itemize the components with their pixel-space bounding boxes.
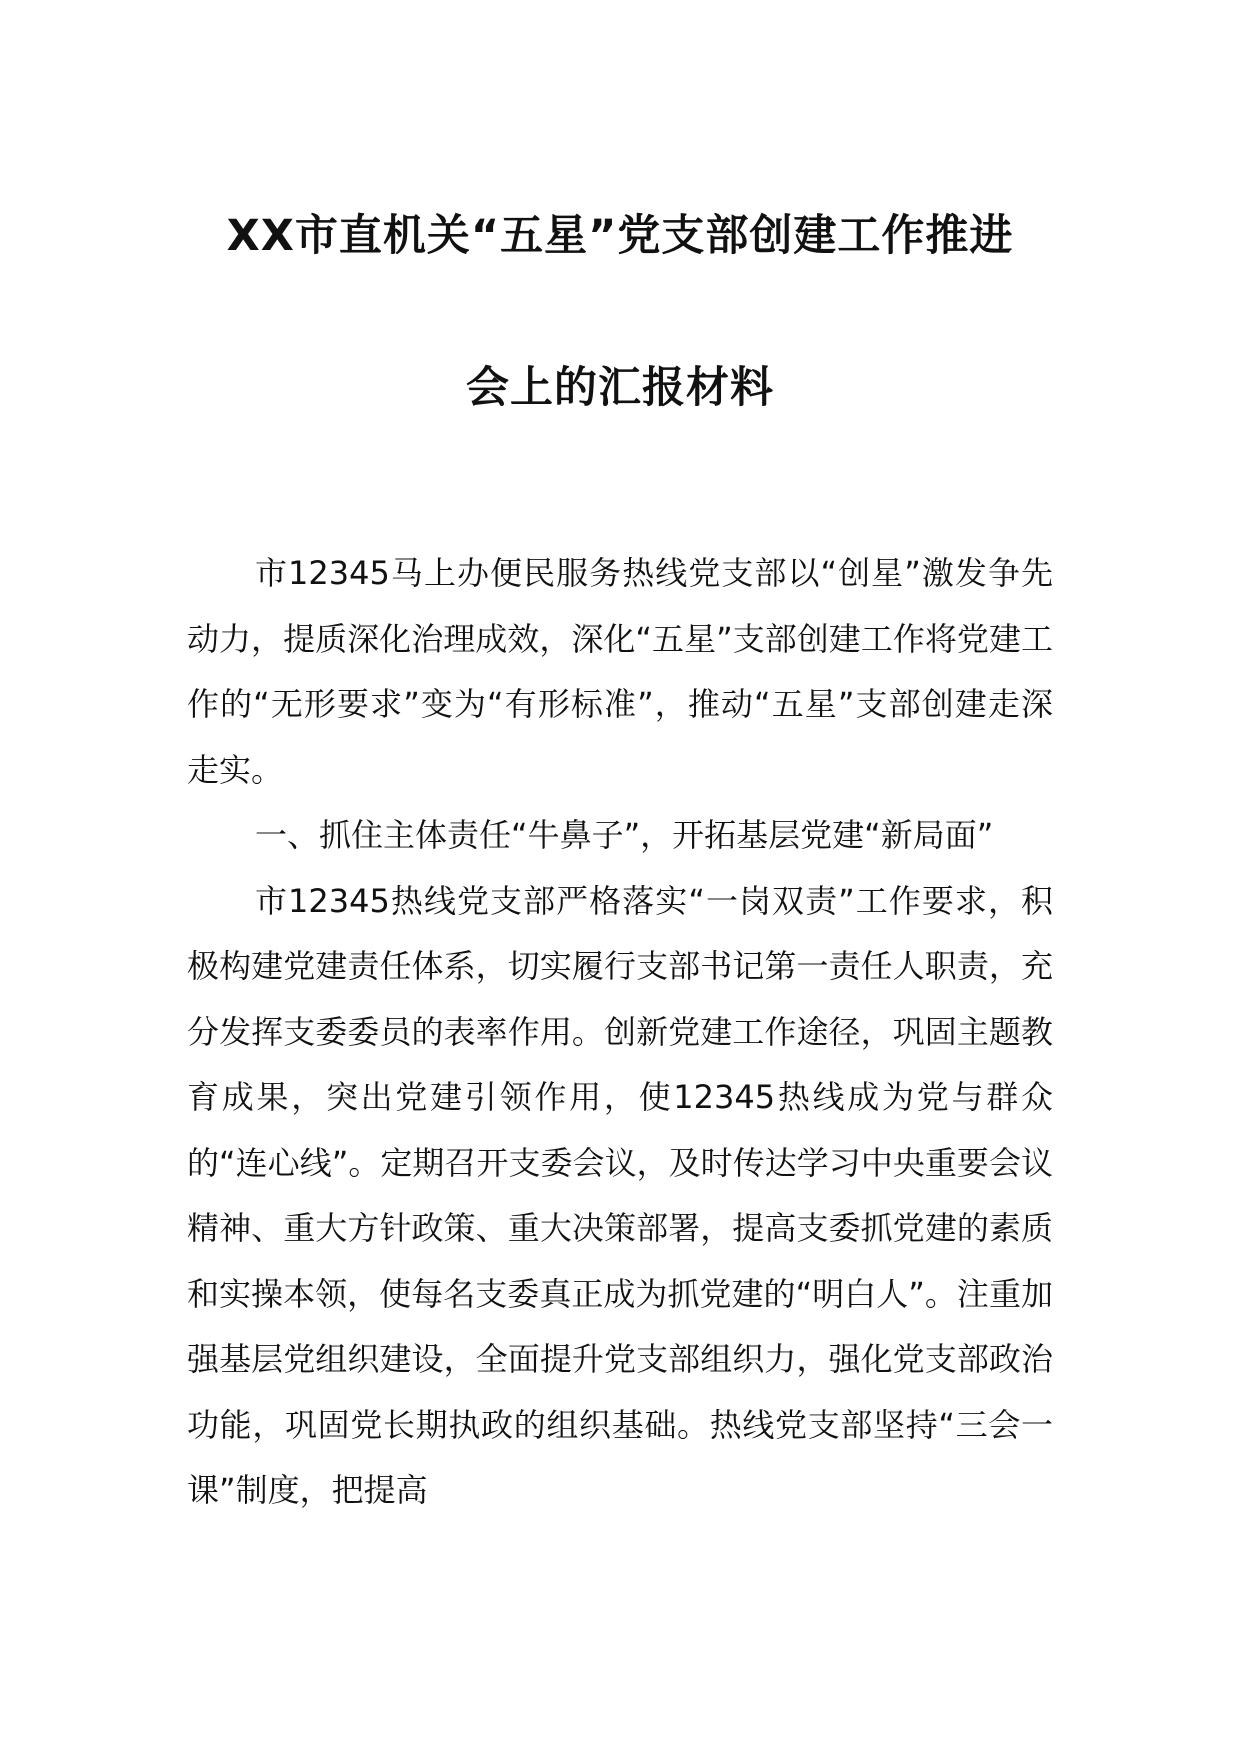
section-1-paragraph: 市12345热线党支部严格落实“一岗双责”工作要求，积极构建党建责任体系，切实履行支部书记第一责任人职责，充分发挥支委委员的表率作用。创新党建工作途径，巩固主题教育成果，突出党建引领作用，使12345热线成为党与群众的“连心线”。定期召开支委会议，及时传达学习中央重要会议精神、重大方针政策、重大决策部署，提高支委抓党建的素质和实操本领，使每名支委真正成为抓党建的“明白人”。注重加强基层党组织建设，全面提升党支部组织力，强化党支部政治功能，巩固党长期执政的组织基础。热线党支部坚持“三会一课”制度，把提高 xyxy=(187,881,1053,1509)
document-body xyxy=(187,541,1053,1524)
document-title-line-2: 会上的汇报材料 xyxy=(466,363,774,413)
intro-paragraph: 市12345马上办便民服务热线党支部以“创星”激发争先动力，提质深化治理成效，深化“五星”支部创建工作将党建工作的“无形要求”变为“有形标准”，推动“五星”支部创建走深走实。 xyxy=(187,554,1053,789)
document-title-line-1: XX市直机关“五星”党支部创建工作推进 xyxy=(226,211,1014,261)
section-heading-1: 一、抓住主体责任“牛鼻子”，开拓基层党建“新局面” xyxy=(255,816,994,854)
